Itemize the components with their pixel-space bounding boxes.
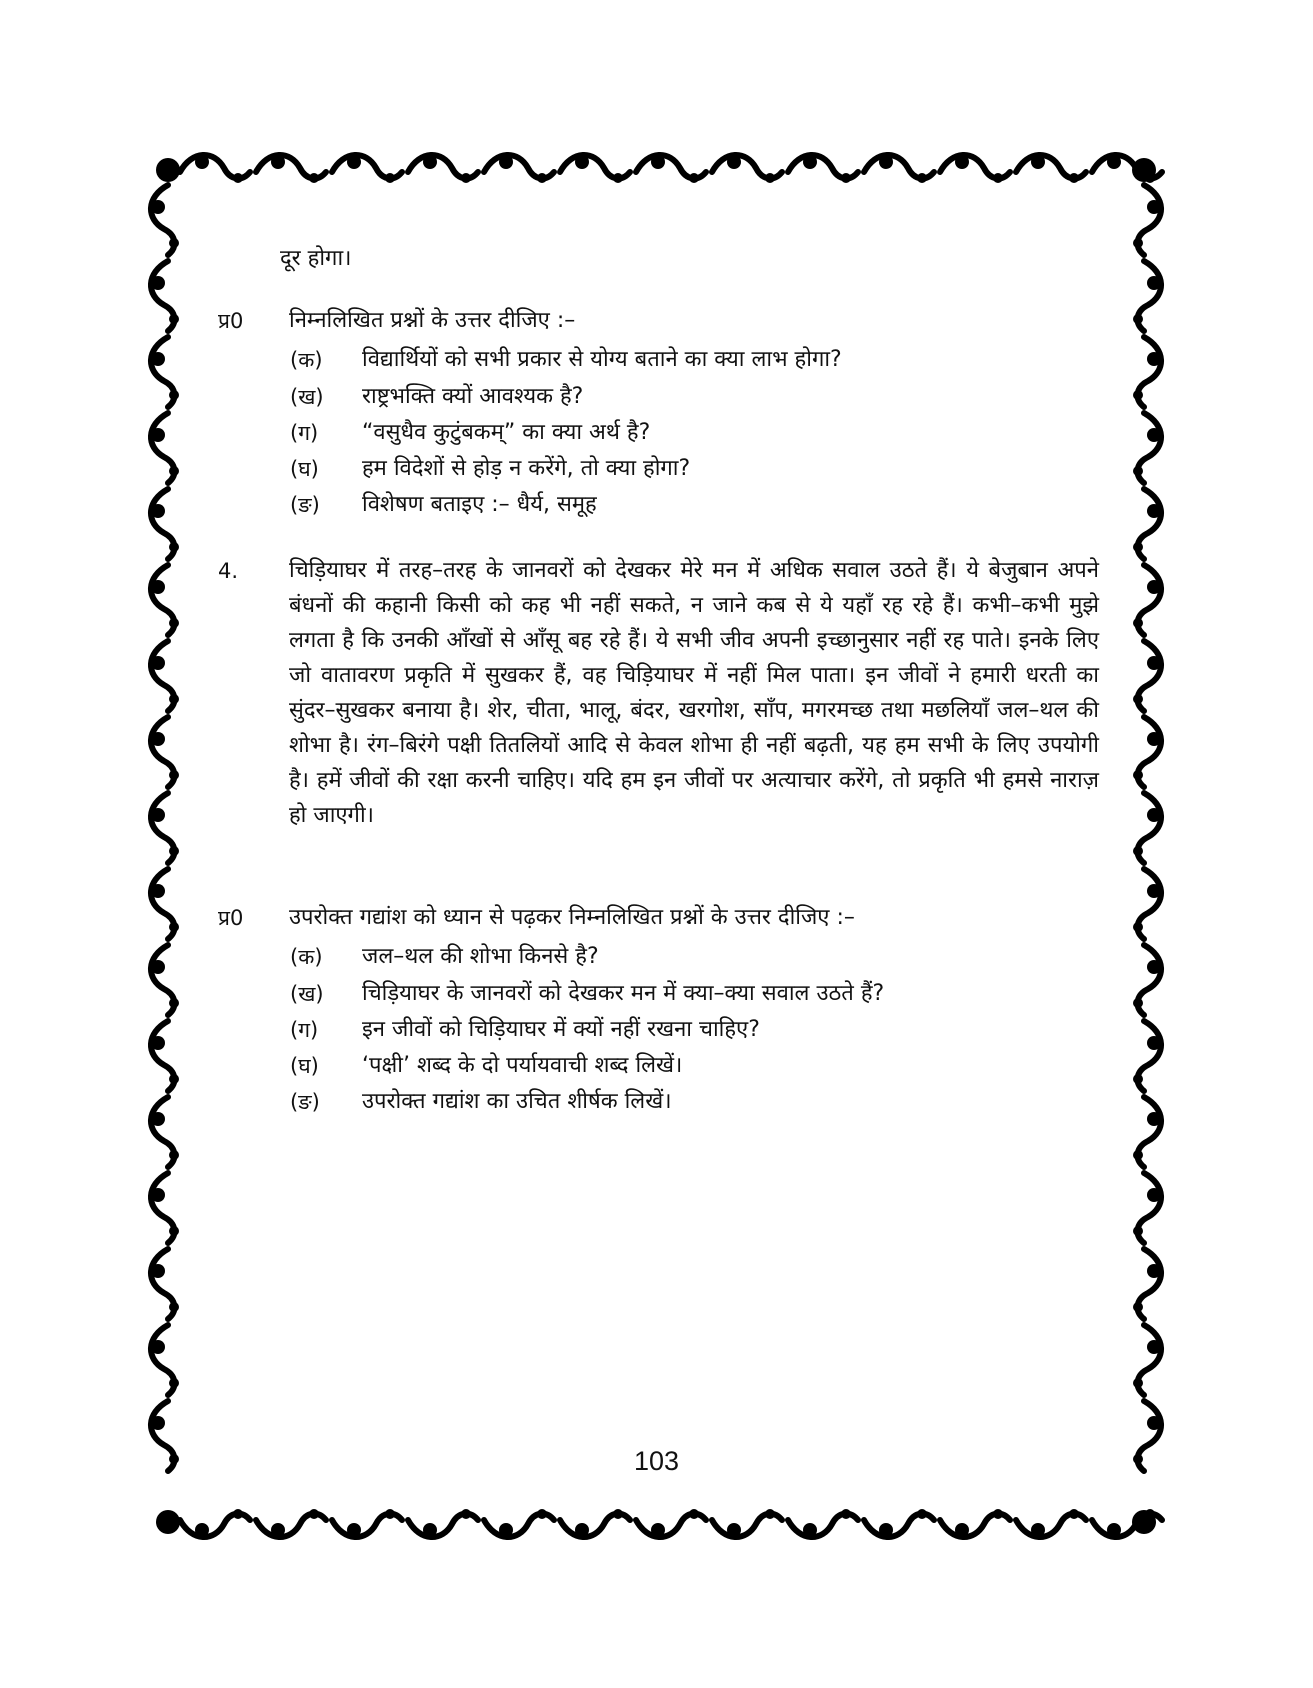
question-marker: प्र0 [218,906,244,930]
question-heading: निम्नलिखित प्रश्नों के उत्तर दीजिए :– [289,308,576,333]
question-text: इन जीवों को चिड़ियाघर में क्यों नहीं रखना चाहिए? [362,1017,760,1042]
passage-text: चिड़ियाघर में तरह–तरह के जानवरों को देखकर मेरे मन में अधिक सवाल उठते हैं। ये बेजुबान अपने बंधनों की कहानी किसी को कह भी नहीं सकते, न जाने कब से ये यहाँ रह रहे हैं। कभी–कभी मुझे लगता है कि उनकी आँखों से आँसू बह रहे हैं। ये सभी जीव अपनी इच्छानुसार नहीं रह पाते। इनके लिए जो वातावरण प्रकृति में सुखकर हैं, वह चिड़ियाघर में नहीं मिल पाता। इन जीवों ने हमारी धरती का सुंदर–सुखकर बनाया है। शेर, चीता, भालू, बंदर, खरगोश, साँप, मगरमच्छ तथा मछलियाँ जल–थल की शोभा है। रंग–बिरंगे पक्षी तितलियों आदि से केवल शोभा ही नहीं बढ़ती, यह हम सभी के लिए उपयोगी है। हमें जीवों की रक्षा करनी चाहिए। यदि हम इन जीवों पर अत्याचार करेंगे, तो प्रकृति भी हमसे नाराज़ हो जाएगी। [289,558,1099,828]
question-text: राष्ट्रभक्ति क्यों आवश्यक है? [362,384,584,409]
question-text: हम विदेशों से होड़ न करेंगे, तो क्या होगा? [362,456,691,481]
question-text: जल–थल की शोभा किनसे है? [362,944,599,969]
question-label: (ग) [290,1018,319,1042]
question-label: (ख) [290,385,324,409]
question-text: विद्यार्थियों को सभी प्रकार से योग्य बताने का क्या लाभ होगा? [362,347,842,372]
question-label: (घ) [290,1054,319,1078]
question-label: (ख) [290,982,324,1006]
question-label: (ङ) [290,1090,320,1114]
question-marker: प्र0 [218,309,244,333]
page-number: 103 [633,1446,680,1476]
question-text: “वसुधैव कुटुंबकम्” का क्या अर्थ है? [362,420,651,445]
question-label: (ग) [290,421,319,445]
question-label: (क) [290,348,323,372]
question-text: उपरोक्त गद्यांश का उचित शीर्षक लिखें। [362,1089,672,1114]
continued-text: दूर होगा। [280,246,352,271]
question-label: (क) [290,945,323,969]
question-text: चिड़ियाघर के जानवरों को देखकर मन में क्या–क्या सवाल उठते हैं? [362,981,885,1006]
question-heading: उपरोक्त गद्यांश को ध्यान से पढ़कर निम्नलिखित प्रश्नों के उत्तर दीजिए :– [289,905,855,930]
question-text: ‘पक्षी’ शब्द के दो पर्यायवाची शब्द लिखें। [362,1053,683,1078]
question-text: विशेषण बताइए :– धैर्य, समूह [362,492,597,517]
question-label: (घ) [290,457,319,481]
passage-number: 4. [218,559,239,583]
question-label: (ङ) [290,493,320,517]
